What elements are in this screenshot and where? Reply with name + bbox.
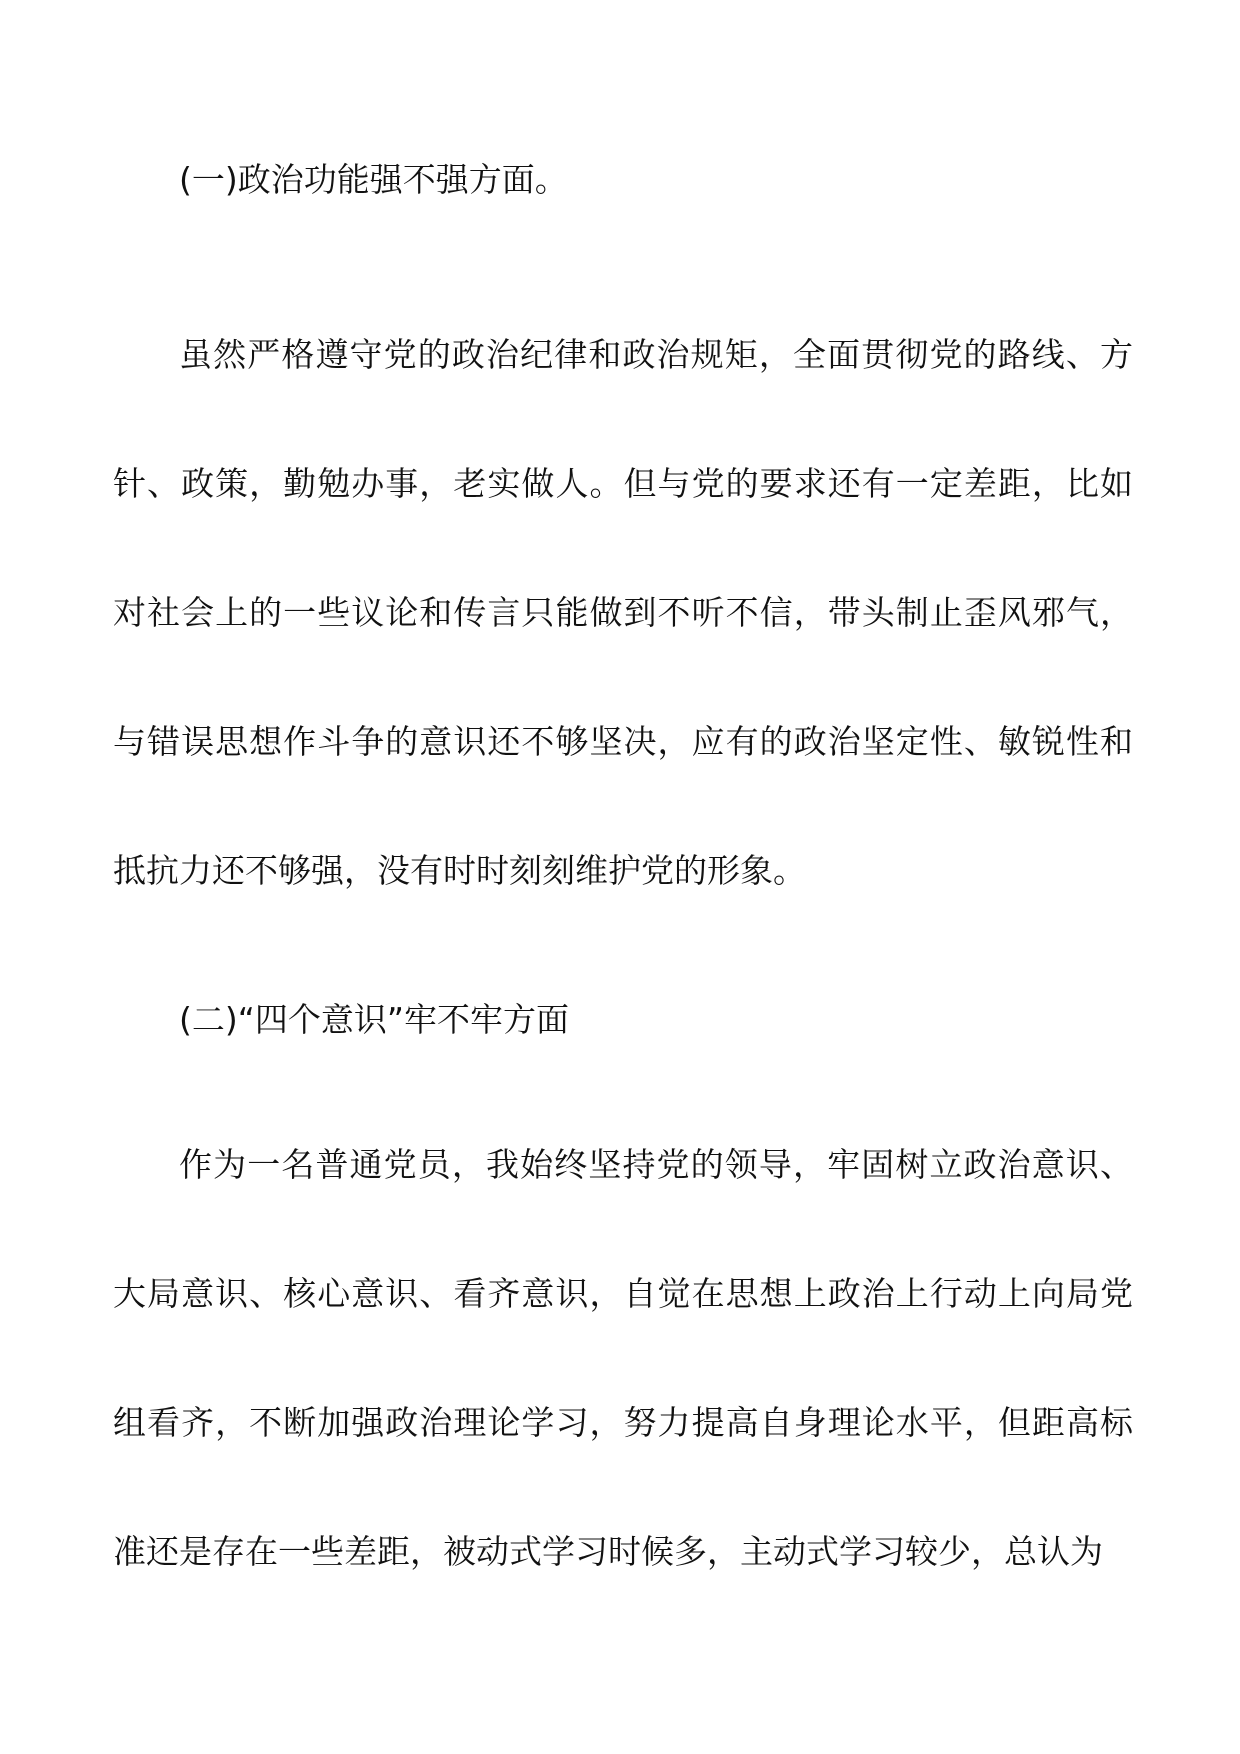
document-body — [113, 160, 1133, 1616]
section-paragraph-2: 作为一名普通党员，我始终坚持党的领导，牢固树立政治意识、大局意识、核心意识、看齐意识，自觉在思想上政治上行动上向局党组看齐，不断加强政治理论学习，努力提高自身理论水平，但距高标准还是存在一些差距，被动式学习时候多，主动式学习较少，总认为 — [113, 1145, 1133, 1571]
section-heading-1: (一)政治功能强不强方面。 — [179, 160, 568, 199]
section-heading-2: (二)“四个意识”牢不牢方面 — [179, 1000, 569, 1039]
section-paragraph-1: 虽然严格遵守党的政治纪律和政治规矩，全面贯彻党的路线、方针、政策，勤勉办事，老实做人。但与党的要求还有一定差距，比如对社会上的一些议论和传言只能做到不听不信，带头制止歪风邪气，与错误思想作斗争的意识还不够坚决，应有的政治坚定性、敏锐性和抵抗力还不够强，没有时时刻刻维护党的形象。 — [113, 335, 1133, 890]
